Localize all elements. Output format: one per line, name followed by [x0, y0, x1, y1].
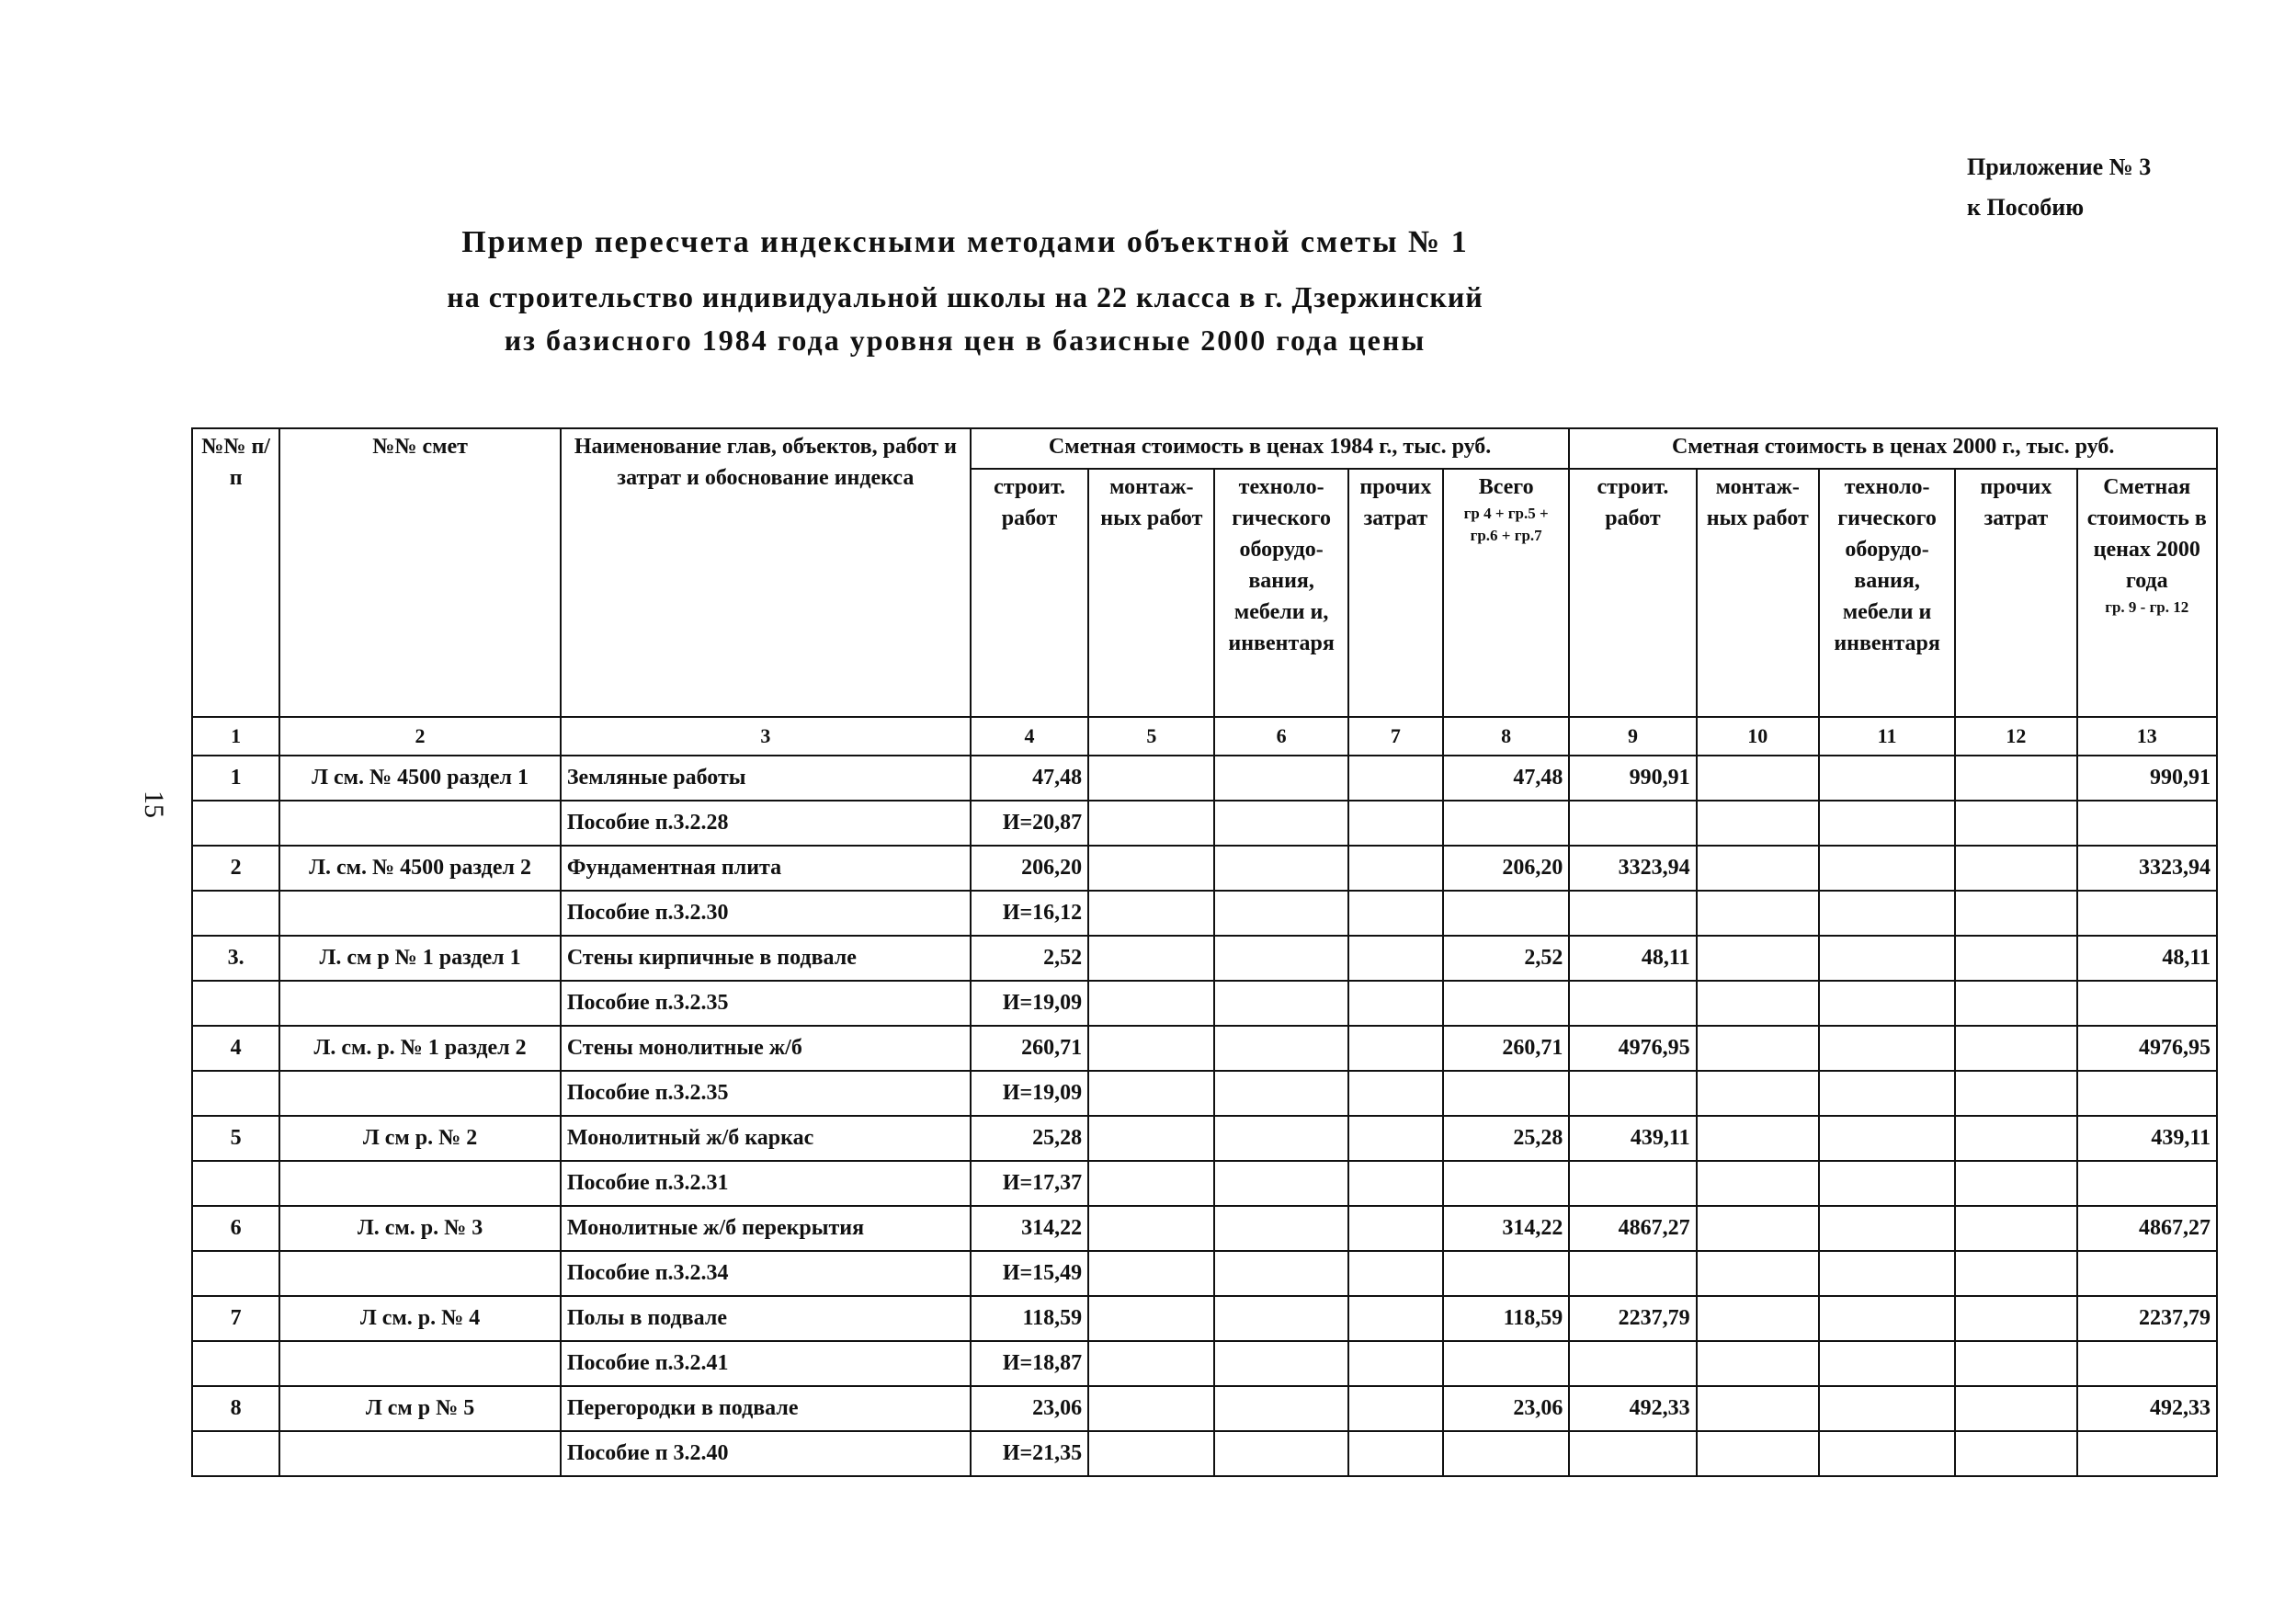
- installation-2000: [1697, 1026, 1819, 1071]
- column-number: 13: [2077, 717, 2217, 756]
- total-1984: 206,20: [1443, 846, 1569, 891]
- empty-cell: [1443, 801, 1569, 846]
- empty-cell: [1955, 891, 2076, 936]
- column-number: 3: [561, 717, 971, 756]
- empty-cell: [2077, 1161, 2217, 1206]
- estimate-ref: [279, 1071, 561, 1116]
- header-group-1984: Сметная стоимость в ценах 1984 г., тыс. руб.: [971, 428, 1569, 469]
- estimate-ref: [279, 981, 561, 1026]
- column-number: 5: [1088, 717, 1214, 756]
- installation-1984: [1088, 1026, 1214, 1071]
- empty-cell: [2077, 891, 2217, 936]
- other-1984: [1348, 936, 1443, 981]
- other-1984: [1348, 1116, 1443, 1161]
- construction-1984: 206,20: [971, 846, 1088, 891]
- equipment-1984: [1214, 1386, 1347, 1431]
- empty-cell: [1569, 801, 1696, 846]
- equipment-2000: [1819, 1116, 1955, 1161]
- header-other-1984: прочих затрат: [1348, 469, 1443, 717]
- total-2000: 2237,79: [2077, 1296, 2217, 1341]
- header-group-2000: Сметная стоимость в ценах 2000 г., тыс. руб.: [1569, 428, 2217, 469]
- construction-1984: 25,28: [971, 1116, 1088, 1161]
- header-construction-2000: строит. работ: [1569, 469, 1696, 717]
- empty-cell: [1443, 1341, 1569, 1386]
- empty-cell: [1348, 981, 1443, 1026]
- construction-2000: 439,11: [1569, 1116, 1696, 1161]
- empty-cell: [1348, 1431, 1443, 1476]
- other-1984: [1348, 1026, 1443, 1071]
- empty-cell: [1088, 1251, 1214, 1296]
- construction-2000: 3323,94: [1569, 846, 1696, 891]
- row-number: 5: [192, 1116, 279, 1161]
- other-2000: [1955, 936, 2076, 981]
- total-1984: 314,22: [1443, 1206, 1569, 1251]
- empty-cell: [1955, 1071, 2076, 1116]
- empty-cell: [1819, 891, 1955, 936]
- empty-cell: [2077, 1071, 2217, 1116]
- estimate-ref: Л. см. р. № 3: [279, 1206, 561, 1251]
- other-2000: [1955, 1386, 2076, 1431]
- empty-cell: [1088, 1161, 1214, 1206]
- column-number: 2: [279, 717, 561, 756]
- equipment-1984: [1214, 1116, 1347, 1161]
- total-1984: 23,06: [1443, 1386, 1569, 1431]
- index-value: И=17,37: [971, 1161, 1088, 1206]
- index-basis: Пособие п.3.2.28: [561, 801, 971, 846]
- installation-1984: [1088, 936, 1214, 981]
- empty-cell: [1697, 801, 1819, 846]
- page-number: 15: [139, 790, 169, 818]
- header-cost-formula: гр. 9 - гр. 12: [2105, 598, 2189, 616]
- empty-cell: [1088, 1341, 1214, 1386]
- other-1984: [1348, 1206, 1443, 1251]
- installation-2000: [1697, 1386, 1819, 1431]
- other-2000: [1955, 1026, 2076, 1071]
- empty-cell: [1214, 1071, 1347, 1116]
- row-number: 1: [192, 756, 279, 801]
- table-row-basis: [192, 1161, 2217, 1206]
- total-2000: 4976,95: [2077, 1026, 2217, 1071]
- header-total-1984: [1443, 469, 1569, 717]
- empty-cell: [1697, 1161, 1819, 1206]
- empty-cell: [1569, 891, 1696, 936]
- index-value: И=18,87: [971, 1341, 1088, 1386]
- equipment-2000: [1819, 1296, 1955, 1341]
- index-basis: Пособие п.3.2.35: [561, 1071, 971, 1116]
- empty-cell: [1088, 891, 1214, 936]
- table-row-basis: [192, 891, 2217, 936]
- construction-1984: 314,22: [971, 1206, 1088, 1251]
- index-basis: Пособие п.3.2.34: [561, 1251, 971, 1296]
- column-number: 4: [971, 717, 1088, 756]
- installation-2000: [1697, 756, 1819, 801]
- empty-cell: [1348, 891, 1443, 936]
- row-number: [192, 1251, 279, 1296]
- other-1984: [1348, 846, 1443, 891]
- row-number: [192, 1161, 279, 1206]
- construction-2000: 990,91: [1569, 756, 1696, 801]
- other-2000: [1955, 1206, 2076, 1251]
- work-name: Стены кирпичные в подвале: [561, 936, 971, 981]
- row-number: [192, 1071, 279, 1116]
- header-total-formula: гр 4 + гр.5 + гр.6 + гр.7: [1463, 505, 1549, 544]
- index-basis: Пособие п 3.2.40: [561, 1431, 971, 1476]
- empty-cell: [1214, 1431, 1347, 1476]
- empty-cell: [1697, 1251, 1819, 1296]
- empty-cell: [2077, 981, 2217, 1026]
- row-number: [192, 891, 279, 936]
- empty-cell: [1955, 1161, 2076, 1206]
- empty-cell: [1088, 1071, 1214, 1116]
- empty-cell: [1443, 1161, 1569, 1206]
- column-number: 12: [1955, 717, 2076, 756]
- row-number: [192, 1341, 279, 1386]
- empty-cell: [1569, 1431, 1696, 1476]
- other-1984: [1348, 756, 1443, 801]
- table-row: [192, 1206, 2217, 1251]
- empty-cell: [1819, 981, 1955, 1026]
- empty-cell: [2077, 1431, 2217, 1476]
- construction-1984: 47,48: [971, 756, 1088, 801]
- row-number: 7: [192, 1296, 279, 1341]
- installation-1984: [1088, 756, 1214, 801]
- total-2000: 4867,27: [2077, 1206, 2217, 1251]
- other-2000: [1955, 846, 2076, 891]
- equipment-1984: [1214, 936, 1347, 981]
- empty-cell: [2077, 1341, 2217, 1386]
- empty-cell: [1819, 801, 1955, 846]
- table-row-basis: [192, 1071, 2217, 1116]
- estimate-ref: [279, 1431, 561, 1476]
- estimate-ref: Л см. р. № 4: [279, 1296, 561, 1341]
- index-basis: Пособие п.3.2.30: [561, 891, 971, 936]
- table-row: [192, 1026, 2217, 1071]
- empty-cell: [1214, 1341, 1347, 1386]
- empty-cell: [1697, 891, 1819, 936]
- empty-cell: [1443, 891, 1569, 936]
- empty-cell: [1697, 981, 1819, 1026]
- header-equipment-2000: техноло-гического оборудо-вания, мебели и инвентаря: [1819, 469, 1955, 717]
- construction-1984: 118,59: [971, 1296, 1088, 1341]
- work-name: Стены монолитные ж/б: [561, 1026, 971, 1071]
- empty-cell: [1348, 1071, 1443, 1116]
- empty-cell: [1819, 1431, 1955, 1476]
- header-construction-1984: строит. работ: [971, 469, 1088, 717]
- header-cost-label: Сметная стоимость в ценах 2000 года: [2086, 475, 2207, 593]
- table-row: [192, 846, 2217, 891]
- installation-2000: [1697, 936, 1819, 981]
- row-number: [192, 801, 279, 846]
- other-2000: [1955, 1116, 2076, 1161]
- equipment-2000: [1819, 756, 1955, 801]
- empty-cell: [1214, 891, 1347, 936]
- table-row: [192, 1296, 2217, 1341]
- empty-cell: [1088, 801, 1214, 846]
- total-2000: 492,33: [2077, 1386, 2217, 1431]
- installation-1984: [1088, 1206, 1214, 1251]
- installation-1984: [1088, 1386, 1214, 1431]
- estimate-ref: [279, 1161, 561, 1206]
- construction-2000: 4867,27: [1569, 1206, 1696, 1251]
- empty-cell: [1819, 1341, 1955, 1386]
- other-1984: [1348, 1296, 1443, 1341]
- estimate-ref: Л. см. р. № 1 раздел 2: [279, 1026, 561, 1071]
- table-row: [192, 756, 2217, 801]
- header-installation-1984: монтаж-ных работ: [1088, 469, 1214, 717]
- empty-cell: [1569, 981, 1696, 1026]
- row-number: [192, 981, 279, 1026]
- row-number: 8: [192, 1386, 279, 1431]
- installation-2000: [1697, 1296, 1819, 1341]
- other-2000: [1955, 1296, 2076, 1341]
- column-number: 10: [1697, 717, 1819, 756]
- table-row-basis: [192, 1431, 2217, 1476]
- total-1984: 25,28: [1443, 1116, 1569, 1161]
- empty-cell: [1819, 1251, 1955, 1296]
- empty-cell: [1955, 981, 2076, 1026]
- estimate-ref: [279, 891, 561, 936]
- equipment-1984: [1214, 1206, 1347, 1251]
- equipment-1984: [1214, 1296, 1347, 1341]
- header-equipment-1984: техноло-гического оборудо-вания, мебели и, инвентаря: [1214, 469, 1347, 717]
- index-basis: Пособие п.3.2.35: [561, 981, 971, 1026]
- header-name: Наименование глав, объектов, работ и затрат и обоснование индекса: [561, 428, 971, 717]
- empty-cell: [1088, 1431, 1214, 1476]
- estimate-ref: [279, 801, 561, 846]
- equipment-1984: [1214, 846, 1347, 891]
- estimate-ref: [279, 1341, 561, 1386]
- equipment-2000: [1819, 936, 1955, 981]
- row-number: [192, 1431, 279, 1476]
- total-1984: 47,48: [1443, 756, 1569, 801]
- empty-cell: [1569, 1251, 1696, 1296]
- work-name: Монолитный ж/б каркас: [561, 1116, 971, 1161]
- index-value: И=19,09: [971, 1071, 1088, 1116]
- doc-title-line3: из базисного 1984 года уровня цен в базисные 2000 года цены: [504, 324, 1426, 357]
- column-number: 9: [1569, 717, 1696, 756]
- equipment-1984: [1214, 756, 1347, 801]
- column-number: 8: [1443, 717, 1569, 756]
- estimate-ref: [279, 1251, 561, 1296]
- empty-cell: [1955, 801, 2076, 846]
- header-cost-2000: [2077, 469, 2217, 717]
- empty-cell: [1955, 1431, 2076, 1476]
- equipment-2000: [1819, 1206, 1955, 1251]
- estimate-ref: Л см. № 4500 раздел 1: [279, 756, 561, 801]
- empty-cell: [1697, 1341, 1819, 1386]
- column-number: 6: [1214, 717, 1347, 756]
- table-row-basis: [192, 981, 2217, 1026]
- table-row: [192, 1386, 2217, 1431]
- empty-cell: [1443, 1071, 1569, 1116]
- construction-2000: 48,11: [1569, 936, 1696, 981]
- empty-cell: [1348, 801, 1443, 846]
- empty-cell: [1348, 1161, 1443, 1206]
- empty-cell: [1443, 1251, 1569, 1296]
- total-2000: 439,11: [2077, 1116, 2217, 1161]
- index-value: И=21,35: [971, 1431, 1088, 1476]
- empty-cell: [1443, 1431, 1569, 1476]
- installation-2000: [1697, 846, 1819, 891]
- empty-cell: [1955, 1251, 2076, 1296]
- installation-1984: [1088, 1116, 1214, 1161]
- other-1984: [1348, 1386, 1443, 1431]
- estimate-table: [191, 427, 2218, 1477]
- index-value: И=16,12: [971, 891, 1088, 936]
- row-number: 6: [192, 1206, 279, 1251]
- other-2000: [1955, 756, 2076, 801]
- doc-title-line1: Пример пересчета индексными методами объектной сметы № 1: [461, 225, 1469, 259]
- construction-2000: 4976,95: [1569, 1026, 1696, 1071]
- doc-title-line2: на строительство индивидуальной школы на 22 класса в г. Дзержинский: [447, 280, 1483, 313]
- empty-cell: [1569, 1341, 1696, 1386]
- empty-cell: [1214, 1251, 1347, 1296]
- empty-cell: [1348, 1341, 1443, 1386]
- work-name: Монолитные ж/б перекрытия: [561, 1206, 971, 1251]
- estimate-ref: Л см р № 5: [279, 1386, 561, 1431]
- header-total-label: Всего: [1478, 475, 1534, 499]
- empty-cell: [1955, 1341, 2076, 1386]
- empty-cell: [1088, 981, 1214, 1026]
- table-row-basis: [192, 801, 2217, 846]
- equipment-2000: [1819, 1026, 1955, 1071]
- column-number: 1: [192, 717, 279, 756]
- total-1984: 260,71: [1443, 1026, 1569, 1071]
- index-value: И=19,09: [971, 981, 1088, 1026]
- empty-cell: [1443, 981, 1569, 1026]
- column-number: 11: [1819, 717, 1955, 756]
- total-1984: 2,52: [1443, 936, 1569, 981]
- work-name: Земляные работы: [561, 756, 971, 801]
- empty-cell: [2077, 1251, 2217, 1296]
- construction-1984: 23,06: [971, 1386, 1088, 1431]
- empty-cell: [2077, 801, 2217, 846]
- total-1984: 118,59: [1443, 1296, 1569, 1341]
- row-number: 2: [192, 846, 279, 891]
- construction-2000: 2237,79: [1569, 1296, 1696, 1341]
- estimate-ref: Л. см р № 1 раздел 1: [279, 936, 561, 981]
- table-row: [192, 936, 2217, 981]
- index-value: И=20,87: [971, 801, 1088, 846]
- empty-cell: [1819, 1071, 1955, 1116]
- empty-cell: [1697, 1071, 1819, 1116]
- equipment-2000: [1819, 1386, 1955, 1431]
- work-name: Фундаментная плита: [561, 846, 971, 891]
- construction-2000: 492,33: [1569, 1386, 1696, 1431]
- index-basis: Пособие п.3.2.31: [561, 1161, 971, 1206]
- column-number: 7: [1348, 717, 1443, 756]
- empty-cell: [1569, 1071, 1696, 1116]
- equipment-2000: [1819, 846, 1955, 891]
- table-row-basis: [192, 1251, 2217, 1296]
- work-name: Полы в подвале: [561, 1296, 971, 1341]
- installation-1984: [1088, 1296, 1214, 1341]
- empty-cell: [1569, 1161, 1696, 1206]
- index-value: И=15,49: [971, 1251, 1088, 1296]
- appendix-note: [1967, 147, 2151, 228]
- empty-cell: [1348, 1251, 1443, 1296]
- empty-cell: [1214, 1161, 1347, 1206]
- index-basis: Пособие п.3.2.41: [561, 1341, 971, 1386]
- appendix-line1: Приложение № 3: [1967, 153, 2152, 180]
- empty-cell: [1697, 1431, 1819, 1476]
- empty-cell: [1819, 1161, 1955, 1206]
- total-2000: 48,11: [2077, 936, 2217, 981]
- header-estimates: №№ смет: [279, 428, 561, 717]
- row-number: 4: [192, 1026, 279, 1071]
- estimate-ref: Л см р. № 2: [279, 1116, 561, 1161]
- empty-cell: [1214, 801, 1347, 846]
- table-row: [192, 1116, 2217, 1161]
- total-2000: 3323,94: [2077, 846, 2217, 891]
- header-num: №№ п/п: [192, 428, 279, 717]
- appendix-line2: к Пособию: [1967, 194, 2085, 221]
- equipment-1984: [1214, 1026, 1347, 1071]
- empty-cell: [1214, 981, 1347, 1026]
- header-other-2000: прочих затрат: [1955, 469, 2076, 717]
- work-name: Перегородки в подвале: [561, 1386, 971, 1431]
- installation-1984: [1088, 846, 1214, 891]
- construction-1984: 2,52: [971, 936, 1088, 981]
- header-installation-2000: монтаж-ных работ: [1697, 469, 1819, 717]
- estimate-ref: Л. см. № 4500 раздел 2: [279, 846, 561, 891]
- installation-2000: [1697, 1206, 1819, 1251]
- installation-2000: [1697, 1116, 1819, 1161]
- row-number: 3.: [192, 936, 279, 981]
- column-number-row: [192, 717, 2217, 756]
- total-2000: 990,91: [2077, 756, 2217, 801]
- construction-1984: 260,71: [971, 1026, 1088, 1071]
- table-row-basis: [192, 1341, 2217, 1386]
